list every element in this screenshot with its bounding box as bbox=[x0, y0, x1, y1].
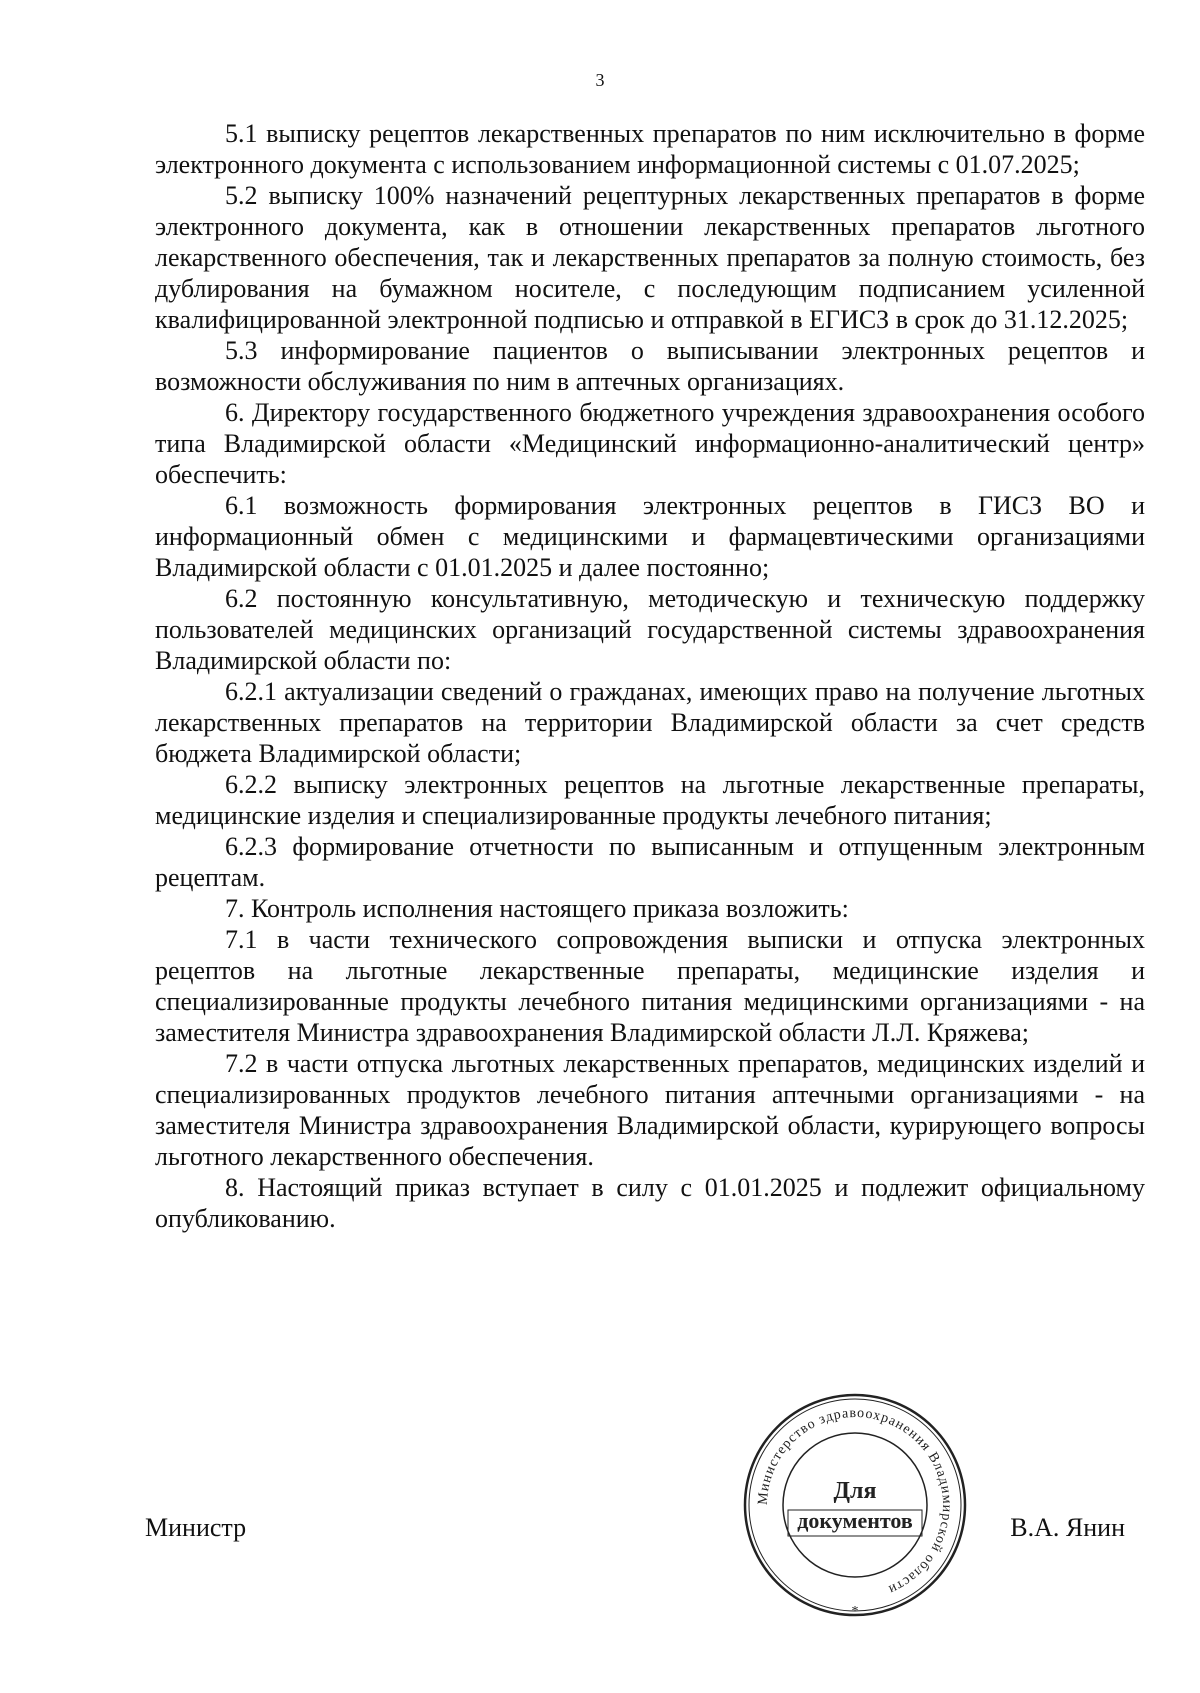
paragraph-6-1: 6.1 возможность формирования электронных рецептов в ГИСЗ ВО и информационный обмен с медицинскими и фармацевтическими организациями Владимирской области с 01.01.2025 и далее постоянно; bbox=[155, 491, 1145, 582]
official-seal-stamp bbox=[740, 1390, 970, 1620]
paragraph-6-2: 6.2 постоянную консультативную, методическую и техническую поддержку пользователей медицинских организаций государственной системы здравоохранения Владимирской области по: bbox=[155, 584, 1145, 675]
page-number: 3 bbox=[595, 70, 605, 90]
seal-center-line1: Для bbox=[833, 1478, 877, 1504]
paragraph-6-2-3: 6.2.3 формирование отчетности по выписанным и отпущенным электронным рецептам. bbox=[155, 832, 1145, 892]
signatory-position: Министр bbox=[145, 1513, 247, 1542]
paragraph-5-1: 5.1 выписку рецептов лекарственных препаратов по ним исключительно в форме электронного документа с использованием информационной системы с 01.07.2025; bbox=[155, 119, 1145, 179]
seal-ring-text: Министерство здравоохранения Владимирской области bbox=[755, 1405, 955, 1598]
paragraph-7-2: 7.2 в части отпуска льготных лекарственных препаратов, медицинских изделий и специализированных продуктов лечебного питания аптечными организациями - на заместителя Министра здравоохранения Владимирской области, курирующего вопросы льготного лекарственного обеспечения. bbox=[155, 1049, 1145, 1171]
paragraph-7: 7. Контроль исполнения настоящего приказа возложить: bbox=[225, 894, 849, 923]
paragraph-6-2-2: 6.2.2 выписку электронных рецептов на льготные лекарственные препараты, медицинские изделия и специализированные продукты лечебного питания; bbox=[155, 770, 1145, 830]
paragraph-5-3: 5.3 информирование пациентов о выписывании электронных рецептов и возможности обслуживания по ним в аптечных организациях. bbox=[155, 336, 1145, 396]
seal-graphic bbox=[740, 1390, 970, 1620]
seal-star: * bbox=[851, 1604, 859, 1619]
paragraph-8: 8. Настоящий приказ вступает в силу с 01.01.2025 и подлежит официальному опубликованию. bbox=[155, 1173, 1145, 1233]
paragraph-6-2-1: 6.2.1 актуализации сведений о гражданах, имеющих право на получение льготных лекарственных препаратов на территории Владимирской области за счет средств бюджета Владимирской области; bbox=[155, 677, 1145, 768]
seal-center-line2: документов bbox=[797, 1508, 913, 1533]
document-body bbox=[155, 118, 1145, 1234]
paragraph-7-1: 7.1 в части технического сопровождения выписки и отпуска электронных рецептов на льготные лекарственные препараты, медицинские изделия и специализированные продукты лечебного питания медицинскими организациями - на заместителя Министра здравоохранения Владимирской области Л.Л. Кряжева; bbox=[155, 925, 1145, 1047]
paragraph-5-2: 5.2 выписку 100% назначений рецептурных лекарственных препаратов в форме электронного документа, как в отношении лекарственных препаратов льготного лекарственного обеспечения, так и лекарственных препаратов за полную стоимость, без дублирования на бумажном носителе, с последующим подписанием усиленной квалифицированной электронной подписью и отправкой в ЕГИСЗ в срок до 31.12.2025; bbox=[155, 181, 1145, 334]
paragraph-6: 6. Директору государственного бюджетного учреждения здравоохранения особого типа Владимирской области «Медицинский информационно-аналитический центр» обеспечить: bbox=[155, 398, 1145, 489]
signatory-name: В.А. Янин bbox=[1010, 1513, 1125, 1542]
